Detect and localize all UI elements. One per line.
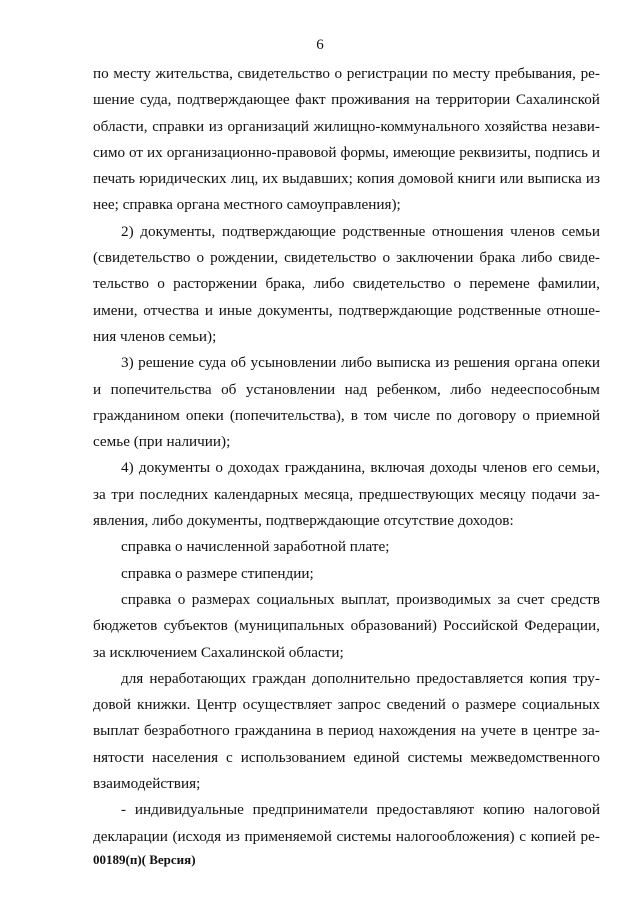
word: копия <box>529 669 567 687</box>
text-line <box>93 613 600 639</box>
word: производимых <box>396 590 492 608</box>
word: их <box>147 143 163 161</box>
word: по <box>436 406 452 424</box>
word: копию <box>482 801 525 819</box>
word: фамилии, <box>538 275 600 293</box>
word: размерах <box>191 590 251 608</box>
text-line <box>93 403 600 429</box>
word: родственные <box>458 301 542 319</box>
text-line <box>93 745 600 771</box>
word: образований) <box>350 617 437 635</box>
word: за- <box>582 722 600 740</box>
text-line <box>93 718 600 744</box>
word: средств <box>550 590 600 608</box>
word: - <box>121 801 127 819</box>
word: жительства, <box>155 65 233 82</box>
word: отноше- <box>546 301 600 319</box>
text-line <box>93 640 600 666</box>
word: документы, <box>257 301 333 319</box>
word: нятости <box>93 748 145 766</box>
word: социальных <box>522 696 600 714</box>
word: в <box>520 722 529 740</box>
word: учете <box>480 722 516 740</box>
text-line <box>93 192 600 218</box>
word: суда, <box>140 91 172 109</box>
word: месту <box>452 65 491 82</box>
line-text: явления, либо документы, подтверждающие отсутствие доходов: <box>93 512 514 530</box>
word: об <box>221 380 237 398</box>
text-line <box>93 429 600 455</box>
word: за- <box>582 485 600 503</box>
page-number: 6 <box>316 37 324 53</box>
word: из <box>585 170 600 188</box>
word: (исходя <box>172 827 222 845</box>
text-line <box>93 271 600 297</box>
word: 2) <box>121 222 134 240</box>
word: налогообложения) <box>395 827 515 845</box>
word: юридических <box>139 170 227 188</box>
word: Российской <box>443 617 519 635</box>
word: имеющие <box>392 143 456 161</box>
word: семьи, <box>557 459 600 477</box>
line-text: взаимодействия; <box>93 775 201 793</box>
word: по <box>432 65 449 82</box>
text-line <box>93 797 600 823</box>
word: шение <box>93 91 135 109</box>
word: населения <box>151 748 219 766</box>
word: органа <box>514 354 558 372</box>
text-line <box>93 324 600 350</box>
word: граждан <box>252 669 306 687</box>
word: перемене <box>469 275 530 293</box>
word: членов <box>482 459 528 477</box>
line-text: справка о размере стипендии; <box>121 564 314 582</box>
word: документы <box>138 459 211 477</box>
word: области, <box>93 117 148 135</box>
word: единой <box>353 748 400 766</box>
word: довой <box>93 696 132 714</box>
word: организаций <box>227 117 309 135</box>
text-line <box>93 87 600 113</box>
word: либо <box>450 380 482 398</box>
word: за <box>497 590 511 608</box>
text-line <box>93 508 600 534</box>
word: о <box>177 590 186 608</box>
text-line <box>93 140 600 166</box>
word: над <box>344 380 368 398</box>
text-line <box>93 482 600 508</box>
word: свидетельство <box>352 275 446 293</box>
line-text: нее; справка органа местного самоуправления); <box>93 196 401 214</box>
text-line <box>93 534 600 560</box>
text-line <box>93 666 600 692</box>
word: хозяйства <box>484 117 548 135</box>
word: о <box>522 406 530 424</box>
word: том <box>363 406 388 424</box>
word: брака, <box>265 275 306 293</box>
word: из <box>225 827 240 845</box>
word: о <box>453 275 462 293</box>
word: предшествующих <box>358 485 474 503</box>
word: 4) <box>121 459 134 477</box>
word: нахождения <box>378 722 456 740</box>
word: три <box>111 485 134 503</box>
word: запрос <box>337 696 381 714</box>
word: в <box>350 406 358 424</box>
word: подтверждающие <box>221 222 336 240</box>
word: месяца, <box>304 485 354 503</box>
word: заключении <box>396 249 474 267</box>
word: размере <box>465 696 517 714</box>
word: ре- <box>580 65 600 82</box>
word: предоставляют <box>376 801 475 819</box>
word: о <box>215 459 223 477</box>
document-footer-code: 00189(п)( Версия) <box>93 852 196 867</box>
word: от <box>129 143 144 161</box>
word: книжки. <box>137 696 191 714</box>
word: брака <box>479 249 516 267</box>
word: в <box>316 722 324 740</box>
word: счет <box>516 590 545 608</box>
word: ребенком, <box>376 380 441 398</box>
word: 3) <box>121 354 134 372</box>
word: книги <box>457 170 496 188</box>
text-line <box>93 61 600 87</box>
word: дополнительно <box>311 669 411 687</box>
word: членов <box>510 222 555 240</box>
word: числе <box>393 406 431 424</box>
word: (попечительства), <box>229 406 345 424</box>
word: из <box>435 354 450 372</box>
word: его <box>532 459 553 477</box>
word: Центр <box>196 696 237 714</box>
text-line <box>93 771 600 797</box>
word: период <box>328 722 374 740</box>
word: предоставляется <box>416 669 524 687</box>
word: и <box>591 143 600 161</box>
word: либо <box>313 275 345 293</box>
word: документы, <box>140 222 216 240</box>
word: выдавших; <box>282 170 353 188</box>
word: приемной <box>535 406 600 424</box>
word: о <box>382 249 391 267</box>
word: неработающих <box>149 669 247 687</box>
word: на <box>415 91 431 109</box>
word: межведомственного <box>470 748 600 766</box>
word: установлении <box>245 380 336 398</box>
word: лиц, <box>230 170 259 188</box>
word: гражданина <box>234 722 312 740</box>
word: и <box>93 380 102 398</box>
word: Федерации, <box>524 617 600 635</box>
word: гражданина, <box>284 459 366 477</box>
word: домовой <box>398 170 454 188</box>
word: на <box>460 722 476 740</box>
word: подтверждающие <box>338 301 453 319</box>
word: с <box>519 827 526 845</box>
word: календарных <box>213 485 299 503</box>
word: системы <box>336 827 392 845</box>
word: с <box>226 748 233 766</box>
word: о <box>196 249 205 267</box>
word: тельство <box>93 275 149 293</box>
text-line <box>93 824 600 850</box>
word: индивидуальные <box>134 801 244 819</box>
word: месяцу <box>479 485 526 503</box>
word: регистрации <box>346 65 428 82</box>
word: предприниматели <box>252 801 368 819</box>
word: декларации <box>93 827 168 845</box>
word: (муниципальных <box>234 617 345 635</box>
word: жилищно-коммунального <box>313 117 480 135</box>
word: свиде- <box>558 249 600 267</box>
text-line <box>93 377 600 403</box>
word: факт <box>295 91 326 109</box>
word: включая <box>370 459 425 477</box>
word: родственные <box>342 222 426 240</box>
word: об <box>230 354 246 372</box>
word: опеки <box>562 354 600 372</box>
word: формы, <box>340 143 389 161</box>
word: опеки <box>185 406 224 424</box>
word: бюджетов <box>93 617 158 635</box>
text-line <box>93 350 600 376</box>
word: недееспособным <box>490 380 600 398</box>
word: и <box>204 301 214 319</box>
word: доходы <box>429 459 477 477</box>
word: подачи <box>531 485 577 503</box>
text-line <box>93 561 600 587</box>
word: имени, <box>93 301 138 319</box>
text-line <box>93 692 600 718</box>
word: подпись <box>534 143 588 161</box>
word: гражданином <box>93 406 180 424</box>
word: ре- <box>580 827 600 845</box>
word: безработного <box>143 722 230 740</box>
word: их <box>262 170 279 188</box>
word: или <box>499 170 524 188</box>
word: субъектов <box>163 617 228 635</box>
word: выплат <box>93 722 140 740</box>
word: проживания <box>331 91 410 109</box>
word: центре <box>532 722 578 740</box>
word: усыновлении <box>250 354 337 372</box>
word: пребывания, <box>494 65 576 82</box>
word: выписка <box>376 354 431 372</box>
word: иные <box>218 301 252 319</box>
word: отчества <box>143 301 200 319</box>
word: решение <box>138 354 194 372</box>
document-body <box>93 61 600 850</box>
word: печать <box>93 170 136 188</box>
word: незави- <box>551 117 600 135</box>
word: выплат, <box>341 590 390 608</box>
word: симо <box>93 143 126 161</box>
word: социальных <box>256 590 335 608</box>
line-text: справка о начисленной заработной плате; <box>121 538 390 556</box>
word: Сахалинской <box>515 91 600 109</box>
word: либо <box>340 354 372 372</box>
text-line <box>93 245 600 271</box>
word: семьи <box>561 222 600 240</box>
word: решения <box>453 354 510 372</box>
line-text: семье (при наличии); <box>93 433 231 451</box>
word: выписка <box>527 170 582 188</box>
word: за <box>93 485 106 503</box>
word: для <box>121 669 144 687</box>
word: справки <box>152 117 205 135</box>
word: использованием <box>240 748 346 766</box>
line-text: за исключением Сахалинской области; <box>93 643 344 661</box>
word: налоговой <box>533 801 600 819</box>
word: либо <box>521 249 553 267</box>
word: свидетельство <box>284 249 377 267</box>
line-text: ния членов семьи); <box>93 327 217 345</box>
word: копией <box>530 827 576 845</box>
word: расторжении <box>173 275 258 293</box>
word: последних <box>139 485 209 503</box>
word: свидетельство <box>237 65 330 82</box>
word: по <box>93 65 109 82</box>
word: копия <box>356 170 395 188</box>
word: договору <box>457 406 517 424</box>
word: рождении, <box>210 249 279 267</box>
word: о <box>334 65 343 82</box>
text-line <box>93 219 600 245</box>
text-line <box>93 114 600 140</box>
text-line <box>93 587 600 613</box>
word: (свидетельство <box>93 249 191 267</box>
word: о <box>451 696 460 714</box>
word: отношения <box>432 222 504 240</box>
word: из <box>208 117 223 135</box>
word: попечительства <box>110 380 212 398</box>
word: системы <box>407 748 463 766</box>
text-line <box>93 166 600 192</box>
word: месту <box>113 65 151 82</box>
text-line <box>93 298 600 324</box>
word: сведений <box>386 696 446 714</box>
word: осуществляет <box>242 696 332 714</box>
word: реквизиты, <box>459 143 531 161</box>
word: организационно-правовой <box>166 143 337 161</box>
word: о <box>157 275 165 293</box>
word: территории <box>435 91 511 109</box>
word: суда <box>198 354 227 372</box>
word: доходах <box>228 459 280 477</box>
word: справка <box>121 590 172 608</box>
text-line <box>93 455 600 481</box>
word: тру- <box>573 669 600 687</box>
word: применяемой <box>244 827 332 845</box>
word: подтверждающее <box>177 91 290 109</box>
